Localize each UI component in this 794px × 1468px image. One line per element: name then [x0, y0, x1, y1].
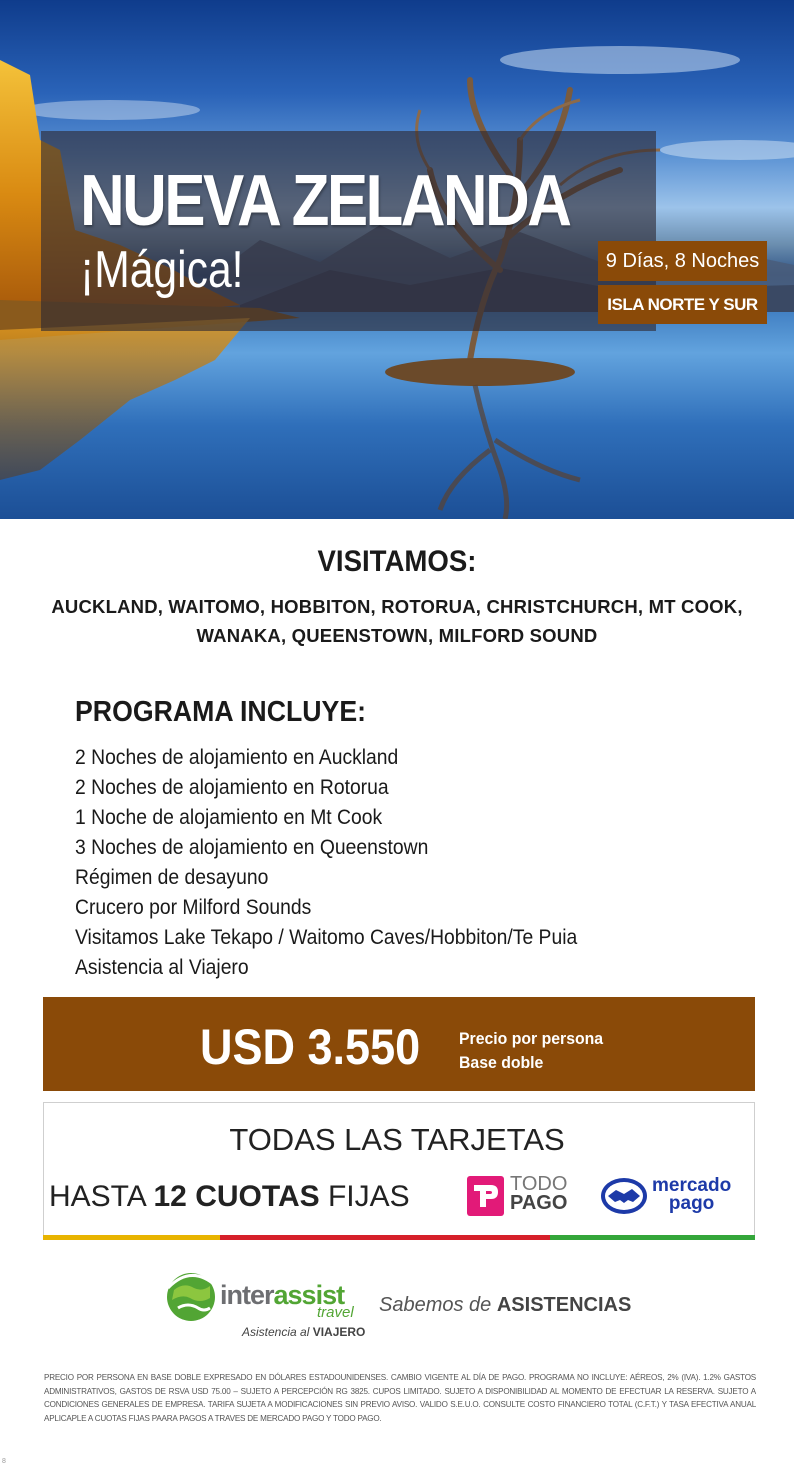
todopago-line: PAGO [510, 1192, 568, 1214]
mercadopago-line: mercado [652, 1175, 732, 1196]
legal-disclaimer: PRECIO POR PERSONA EN BASE DOBLE EXPRESADO EN DÓLARES ESTADOUNIDENSES. CAMBIO VIGENTE AL DÍA DE PAGO. PROGRAMA NO INCLUYE: AÉREOS, 2% (IVA). 1.2% GASTOS ADMINISTRATIVOS, GASTOS DE RSVA USD 75.00 – SUJETO A PERCEPCIÓN RG 3825. CUPOS LIMITADO. SUJETO A DISPONIBILIDAD AL MOMENTO DE EFECTUAR LA RESERVA. SUJETO A CONDICIONES GENERALES DE EMPRESA. TARIFA SUJETA A MODIFICACIONES SIN PREVIO AVISO. VALIDO S.E.U.O. CONSULTE COSTO FINANCIERO TOTAL (C.F.T.) Y TASA EFECTIVA ANUAL APLICAPLE A CUOTAS FIJAS PAARA PAGOS A TRAVES DE MERCADO PAGO Y TODO PAGO. [44, 1373, 756, 1423]
cuotas-bold: 12 CUOTAS [153, 1180, 320, 1213]
cuotas-text [49, 1180, 410, 1214]
mercadopago-handshake-icon [600, 1176, 648, 1216]
stripe-green [550, 1235, 755, 1240]
corner-mark: 8 [2, 1458, 6, 1465]
programa-list [75, 743, 621, 983]
hero-banner [0, 0, 794, 519]
page-title: NUEVA ZELANDA [80, 161, 570, 241]
region-badge: ISLA NORTE Y SUR [598, 285, 767, 324]
list-item: Crucero por Milford Sounds [75, 896, 312, 919]
mercadopago-line: pago [668, 1193, 715, 1214]
tagline-prefix: Asistencia al [242, 1325, 313, 1339]
stripe-yellow [43, 1235, 220, 1240]
duration-badge: 9 Días, 8 Noches [598, 241, 767, 281]
todopago-logo [510, 1175, 567, 1213]
tagline-bold: VIAJERO [312, 1325, 366, 1339]
mercadopago-logo [652, 1177, 731, 1213]
price-note [459, 1027, 603, 1075]
slogan-prefix: Sabemos de [379, 1294, 497, 1316]
list-item: Régimen de desayuno [75, 866, 269, 889]
interassist-tagline [242, 1325, 365, 1339]
visitamos-destinations [40, 592, 754, 650]
page-subtitle: ¡Mágica! [80, 241, 244, 299]
programa-heading: PROGRAMA INCLUYE: [75, 696, 367, 728]
destinations-line: WANAKA, QUEENSTOWN, MILFORD SOUND [196, 625, 598, 646]
price-note-line: Precio por persona [459, 1029, 604, 1048]
price-note-line: Base doble [459, 1053, 544, 1072]
slogan-bold: ASISTENCIAS [496, 1294, 632, 1316]
list-item: 3 Noches de alojamiento en Queenstown [75, 836, 429, 859]
interassist-globe-icon [164, 1268, 218, 1324]
cuotas-suffix: FIJAS [319, 1180, 410, 1213]
list-item: 2 Noches de alojamiento en Auckland [75, 746, 399, 769]
list-item: 2 Noches de alojamiento en Rotorua [75, 776, 389, 799]
stripe-red [220, 1235, 550, 1240]
price-amount: USD 3.550 [200, 1019, 421, 1075]
interassist-name-part: inter [220, 1280, 274, 1310]
cuotas-prefix: HASTA [49, 1180, 154, 1213]
interassist-slogan [379, 1294, 631, 1317]
todopago-icon [467, 1176, 504, 1216]
list-item: Visitamos Lake Tekapo / Waitomo Caves/Hobbiton/Te Puia [75, 926, 578, 949]
interassist-name-part: assist [273, 1280, 345, 1310]
destinations-line: AUCKLAND, WAITOMO, HOBBITON, ROTORUA, CHRISTCHURCH, MT COOK, [51, 596, 743, 617]
todopago-line: TODO [510, 1173, 568, 1195]
interassist-travel: travel [317, 1304, 354, 1321]
visitamos-heading: VISITAMOS: [317, 545, 477, 578]
list-item: 1 Noche de alojamiento en Mt Cook [75, 806, 383, 829]
payment-title: TODAS LAS TARJETAS [229, 1122, 565, 1157]
list-item: Asistencia al Viajero [75, 956, 249, 979]
